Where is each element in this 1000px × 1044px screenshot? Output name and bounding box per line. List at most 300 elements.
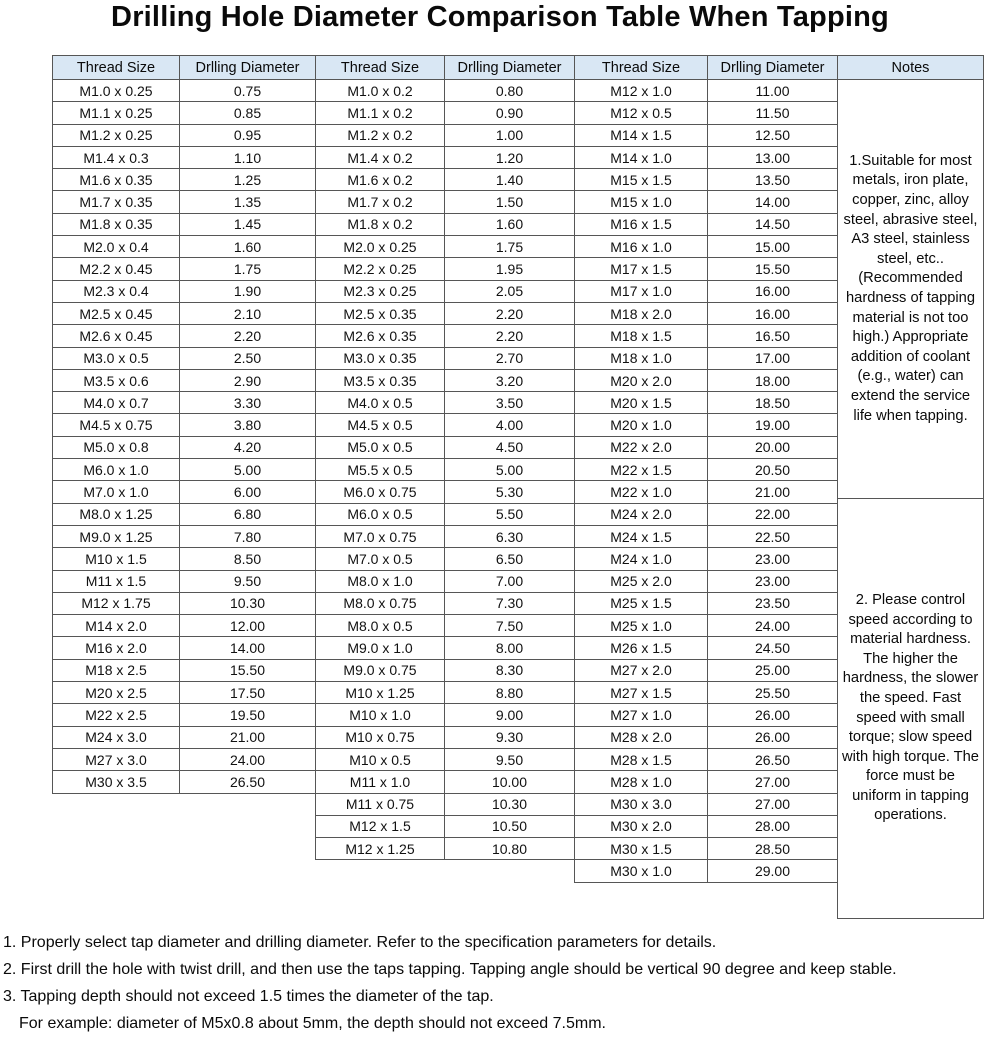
table-group-2: [315, 55, 575, 860]
table-cell: M18 x 1.0: [575, 347, 708, 369]
table-cell: M2.3 x 0.25: [316, 280, 445, 302]
table-row: [316, 570, 575, 592]
table-cell: M1.1 x 0.2: [316, 102, 445, 124]
table-cell: M12 x 1.0: [575, 80, 708, 102]
table-cell: M15 x 1.0: [575, 191, 708, 213]
table-row: [53, 771, 316, 793]
table-cell: M24 x 1.5: [575, 525, 708, 547]
table-row: [316, 748, 575, 770]
table-cell: 14.00: [180, 637, 316, 659]
table-cell: M1.7 x 0.2: [316, 191, 445, 213]
footnotes: [3, 933, 998, 1041]
table-row: [53, 347, 316, 369]
table-cell: M9.0 x 1.25: [53, 525, 180, 547]
table-row: [53, 258, 316, 280]
table-row: [316, 771, 575, 793]
table-cell: M1.6 x 0.35: [53, 169, 180, 191]
table-cell: 19.50: [180, 704, 316, 726]
table-row: [53, 302, 316, 324]
table-cell: M1.0 x 0.25: [53, 80, 180, 102]
note-2: 2. Please control speed according to material hardness. The higher the hardness, the slower the speed. Fast speed with small torque; slow speed with high torque. The force must be uniform in tapping operations.: [842, 591, 979, 824]
table-row: [316, 481, 575, 503]
table-cell: 4.00: [445, 414, 575, 436]
table-cell: 11.00: [708, 80, 838, 102]
table-cell: M22 x 1.0: [575, 481, 708, 503]
table-row: [316, 637, 575, 659]
table-row: [53, 280, 316, 302]
table-row: [575, 414, 838, 436]
table-cell: 27.00: [708, 771, 838, 793]
table-cell: 4.20: [180, 436, 316, 458]
table-row: [53, 726, 316, 748]
table-row: [316, 815, 575, 837]
table-cell: M3.5 x 0.6: [53, 369, 180, 391]
thread-size-header: Thread Size: [316, 56, 445, 80]
table-cell: 1.60: [180, 236, 316, 258]
table-cell: 12.50: [708, 124, 838, 146]
table-cell: M1.8 x 0.35: [53, 213, 180, 235]
table-cell: 10.00: [445, 771, 575, 793]
table-cell: 16.00: [708, 302, 838, 324]
page-title: Drilling Hole Diameter Comparison Table When Tapping: [111, 1, 889, 33]
table-row: [575, 748, 838, 770]
table-row: [316, 615, 575, 637]
table-cell: 9.50: [180, 570, 316, 592]
comparison-table: [52, 55, 984, 919]
table-cell: 18.00: [708, 369, 838, 391]
table-cell: M20 x 1.0: [575, 414, 708, 436]
table-cell: M8.0 x 1.25: [53, 503, 180, 525]
table-cell: 10.30: [180, 592, 316, 614]
table-row: [575, 347, 838, 369]
table-cell: M10 x 0.75: [316, 726, 445, 748]
table-row: [53, 392, 316, 414]
table-cell: 26.00: [708, 726, 838, 748]
table-cell: 5.50: [445, 503, 575, 525]
footnote-4: For example: diameter of M5x0.8 about 5mm, the depth should not exceed 7.5mm.: [19, 1015, 606, 1032]
table-cell: 3.30: [180, 392, 316, 414]
table-cell: 22.00: [708, 503, 838, 525]
table-cell: M30 x 1.0: [575, 860, 708, 882]
table-cell: M28 x 1.5: [575, 748, 708, 770]
table-row: [575, 392, 838, 414]
table-cell: 2.50: [180, 347, 316, 369]
table-row: [575, 169, 838, 191]
table-cell: M27 x 2.0: [575, 659, 708, 681]
table-row: [316, 325, 575, 347]
table-cell: 23.00: [708, 548, 838, 570]
drill-diameter-header: Drlling Diameter: [708, 56, 838, 80]
table-cell: M7.0 x 0.5: [316, 548, 445, 570]
table-row: [316, 414, 575, 436]
table-cell: 28.00: [708, 815, 838, 837]
table-row: [575, 659, 838, 681]
table-row: [575, 838, 838, 860]
table-row: [53, 748, 316, 770]
table-row: [575, 102, 838, 124]
table-cell: 0.75: [180, 80, 316, 102]
table-cell: M30 x 3.0: [575, 793, 708, 815]
table-cell: M2.0 x 0.4: [53, 236, 180, 258]
table-cell: 17.00: [708, 347, 838, 369]
table-cell: M20 x 2.0: [575, 369, 708, 391]
table-cell: M7.0 x 0.75: [316, 525, 445, 547]
table-cell: 1.60: [445, 213, 575, 235]
table-cell: 2.20: [445, 302, 575, 324]
table-cell: M2.5 x 0.45: [53, 302, 180, 324]
table-cell: M26 x 1.5: [575, 637, 708, 659]
table-cell: 3.80: [180, 414, 316, 436]
table-cell: M25 x 2.0: [575, 570, 708, 592]
table-cell: 2.05: [445, 280, 575, 302]
table-cell: M28 x 1.0: [575, 771, 708, 793]
table-row: [575, 459, 838, 481]
table-cell: 7.30: [445, 592, 575, 614]
table-cell: M24 x 3.0: [53, 726, 180, 748]
table-cell: M10 x 1.25: [316, 682, 445, 704]
table-row: [53, 615, 316, 637]
note-1: 1.Suitable for most metals, iron plate, copper, zinc, alloy steel, abrasive steel, A3 steel, stainless steel, etc..(Recommended hardness of tapping material is not too high.) Appropriate addition of coolant (e.g., water) can extend the service life when tapping.: [838, 80, 983, 499]
table-cell: 16.00: [708, 280, 838, 302]
table-cell: M20 x 1.5: [575, 392, 708, 414]
table-row: [316, 503, 575, 525]
table-row: [53, 236, 316, 258]
table-cell: M4.0 x 0.7: [53, 392, 180, 414]
table-cell: 21.00: [180, 726, 316, 748]
table-cell: M11 x 1.0: [316, 771, 445, 793]
table-cell: M30 x 3.5: [53, 771, 180, 793]
table-cell: M1.4 x 0.2: [316, 146, 445, 168]
table-row: [316, 258, 575, 280]
table-cell: M14 x 2.0: [53, 615, 180, 637]
table-cell: M22 x 2.5: [53, 704, 180, 726]
table-row: [316, 459, 575, 481]
table-cell: M11 x 0.75: [316, 793, 445, 815]
table-row: [53, 80, 316, 102]
table-row: [575, 592, 838, 614]
table-cell: M25 x 1.5: [575, 592, 708, 614]
thread-size-header: Thread Size: [53, 56, 180, 80]
table-cell: M1.2 x 0.2: [316, 124, 445, 146]
table-cell: M27 x 3.0: [53, 748, 180, 770]
table-cell: 2.70: [445, 347, 575, 369]
table-cell: 25.00: [708, 659, 838, 681]
table-cell: 16.50: [708, 325, 838, 347]
table-cell: M5.0 x 0.5: [316, 436, 445, 458]
table-cell: 14.00: [708, 191, 838, 213]
table-cell: M6.0 x 0.5: [316, 503, 445, 525]
table-row: [316, 659, 575, 681]
table-row: [316, 436, 575, 458]
table-row: [316, 525, 575, 547]
table-cell: M20 x 2.5: [53, 682, 180, 704]
table-row: [53, 570, 316, 592]
table-cell: 20.00: [708, 436, 838, 458]
notes-body: [837, 80, 984, 919]
table-row: [53, 481, 316, 503]
table-cell: 10.30: [445, 793, 575, 815]
table-cell: 6.30: [445, 525, 575, 547]
table-cell: M1.2 x 0.25: [53, 124, 180, 146]
table-cell: 21.00: [708, 481, 838, 503]
table-cell: 26.50: [180, 771, 316, 793]
table-cell: 8.80: [445, 682, 575, 704]
table-cell: M16 x 2.0: [53, 637, 180, 659]
table-cell: M7.0 x 1.0: [53, 481, 180, 503]
table-cell: 7.80: [180, 525, 316, 547]
table-cell: M1.6 x 0.2: [316, 169, 445, 191]
table-cell: M30 x 1.5: [575, 838, 708, 860]
table-cell: M4.5 x 0.75: [53, 414, 180, 436]
table-row: [316, 102, 575, 124]
table-row: [53, 659, 316, 681]
table-row: [316, 793, 575, 815]
table-row: [316, 392, 575, 414]
table-row: [53, 525, 316, 547]
table-cell: 26.00: [708, 704, 838, 726]
table-row: [53, 436, 316, 458]
table-cell: 29.00: [708, 860, 838, 882]
table-body-3: [575, 80, 838, 883]
table-row: [53, 146, 316, 168]
table-cell: M3.0 x 0.5: [53, 347, 180, 369]
table-cell: 15.50: [180, 659, 316, 681]
table-cell: 19.00: [708, 414, 838, 436]
table-cell: 12.00: [180, 615, 316, 637]
table-cell: M11 x 1.5: [53, 570, 180, 592]
table-cell: M9.0 x 1.0: [316, 637, 445, 659]
table-row: [575, 570, 838, 592]
table-cell: 1.90: [180, 280, 316, 302]
table-row: [575, 213, 838, 235]
table-cell: 0.90: [445, 102, 575, 124]
header-row: [575, 56, 838, 80]
table-cell: M12 x 1.5: [316, 815, 445, 837]
table-cell: 7.00: [445, 570, 575, 592]
table-cell: 24.50: [708, 637, 838, 659]
table-group-3: [574, 55, 838, 883]
table-cell: M2.6 x 0.35: [316, 325, 445, 347]
table-cell: M2.2 x 0.25: [316, 258, 445, 280]
table-cell: 10.80: [445, 838, 575, 860]
table-row: [316, 191, 575, 213]
table-cell: 1.10: [180, 146, 316, 168]
table-cell: 5.00: [180, 459, 316, 481]
table-cell: M16 x 1.5: [575, 213, 708, 235]
table-row: [316, 80, 575, 102]
table-cell: 23.50: [708, 592, 838, 614]
table-row: [575, 124, 838, 146]
table-cell: M1.1 x 0.25: [53, 102, 180, 124]
drill-diameter-header: Drlling Diameter: [180, 56, 316, 80]
table-cell: 5.00: [445, 459, 575, 481]
table-row: [316, 682, 575, 704]
table-cell: 1.45: [180, 213, 316, 235]
table-cell: M25 x 1.0: [575, 615, 708, 637]
table-cell: 9.00: [445, 704, 575, 726]
table-cell: M1.4 x 0.3: [53, 146, 180, 168]
footnote-1: 1. Properly select tap diameter and drilling diameter. Refer to the specification parameters for details.: [3, 934, 717, 951]
table-cell: 28.50: [708, 838, 838, 860]
table-cell: M9.0 x 0.75: [316, 659, 445, 681]
table-cell: 7.50: [445, 615, 575, 637]
table-cell: 15.00: [708, 236, 838, 258]
table-cell: M14 x 1.5: [575, 124, 708, 146]
table-cell: 1.35: [180, 191, 316, 213]
table-cell: 1.75: [180, 258, 316, 280]
table-cell: M24 x 1.0: [575, 548, 708, 570]
table-cell: M5.5 x 0.5: [316, 459, 445, 481]
table-cell: M6.0 x 1.0: [53, 459, 180, 481]
table-cell: 2.90: [180, 369, 316, 391]
table-row: [316, 213, 575, 235]
table-row: [53, 102, 316, 124]
table-row: [316, 302, 575, 324]
table-cell: 17.50: [180, 682, 316, 704]
table-row: [575, 615, 838, 637]
table-cell: 1.00: [445, 124, 575, 146]
table-row: [316, 146, 575, 168]
table-row: [53, 459, 316, 481]
table-cell: M22 x 1.5: [575, 459, 708, 481]
table-cell: M27 x 1.0: [575, 704, 708, 726]
table-row: [575, 726, 838, 748]
notes-header: Notes: [837, 55, 984, 80]
table-cell: 1.50: [445, 191, 575, 213]
table-cell: 27.00: [708, 793, 838, 815]
table-cell: M5.0 x 0.8: [53, 436, 180, 458]
table-row: [53, 325, 316, 347]
table-row: [575, 280, 838, 302]
table-row: [53, 124, 316, 146]
table-cell: 10.50: [445, 815, 575, 837]
table-row: [53, 414, 316, 436]
table-cell: M10 x 0.5: [316, 748, 445, 770]
table-cell: 13.50: [708, 169, 838, 191]
table-cell: 6.00: [180, 481, 316, 503]
table-row: [316, 704, 575, 726]
table-cell: 11.50: [708, 102, 838, 124]
table-row: [316, 369, 575, 391]
table-row: [575, 815, 838, 837]
table-cell: 8.00: [445, 637, 575, 659]
table-row: [575, 191, 838, 213]
table-cell: M1.8 x 0.2: [316, 213, 445, 235]
table-cell: M4.5 x 0.5: [316, 414, 445, 436]
table-row: [575, 481, 838, 503]
table-cell: M10 x 1.0: [316, 704, 445, 726]
table-row: [575, 682, 838, 704]
table-cell: M17 x 1.5: [575, 258, 708, 280]
table-cell: 0.80: [445, 80, 575, 102]
table-row: [575, 302, 838, 324]
table-cell: M18 x 2.5: [53, 659, 180, 681]
thread-size-header: Thread Size: [575, 56, 708, 80]
table-row: [53, 592, 316, 614]
table-cell: M3.5 x 0.35: [316, 369, 445, 391]
table-cell: 20.50: [708, 459, 838, 481]
table-cell: 23.00: [708, 570, 838, 592]
footnote-3: 3. Tapping depth should not exceed 1.5 times the diameter of the tap.: [3, 988, 494, 1005]
table-cell: 9.50: [445, 748, 575, 770]
table-cell: 3.20: [445, 369, 575, 391]
table-group-1: [52, 55, 316, 794]
table-cell: M10 x 1.5: [53, 548, 180, 570]
table-row: [316, 838, 575, 860]
table-row: [575, 704, 838, 726]
table-cell: 4.50: [445, 436, 575, 458]
table-cell: 3.50: [445, 392, 575, 414]
table-row: [575, 146, 838, 168]
table-cell: M8.0 x 1.0: [316, 570, 445, 592]
table-cell: M8.0 x 0.5: [316, 615, 445, 637]
table-row: [575, 80, 838, 102]
table-cell: M2.0 x 0.25: [316, 236, 445, 258]
table-cell: 2.20: [445, 325, 575, 347]
table-cell: 0.95: [180, 124, 316, 146]
table-cell: 18.50: [708, 392, 838, 414]
table-cell: 2.10: [180, 302, 316, 324]
table-row: [53, 191, 316, 213]
table-cell: M22 x 2.0: [575, 436, 708, 458]
table-cell: 5.30: [445, 481, 575, 503]
table-cell: 6.50: [445, 548, 575, 570]
table-body-2: [316, 80, 575, 860]
table-row: [316, 280, 575, 302]
table-row: [575, 637, 838, 659]
table-body-1: [53, 80, 316, 794]
table-cell: M2.5 x 0.35: [316, 302, 445, 324]
table-row: [53, 369, 316, 391]
table-cell: 15.50: [708, 258, 838, 280]
table-cell: 24.00: [180, 748, 316, 770]
table-row: [575, 236, 838, 258]
table-cell: M6.0 x 0.75: [316, 481, 445, 503]
table-cell: 13.00: [708, 146, 838, 168]
footnote-2: 2. First drill the hole with twist drill, and then use the taps tapping. Tapping angle should be vertical 90 degree and keep stable.: [3, 961, 897, 978]
table-cell: M8.0 x 0.75: [316, 592, 445, 614]
table-row: [53, 637, 316, 659]
table-cell: M14 x 1.0: [575, 146, 708, 168]
table-row: [316, 124, 575, 146]
table-cell: 6.80: [180, 503, 316, 525]
table-row: [53, 548, 316, 570]
table-cell: M16 x 1.0: [575, 236, 708, 258]
table-cell: M24 x 2.0: [575, 503, 708, 525]
table-cell: 1.20: [445, 146, 575, 168]
table-cell: M12 x 0.5: [575, 102, 708, 124]
table-row: [53, 704, 316, 726]
table-cell: 1.75: [445, 236, 575, 258]
header-row: [53, 56, 316, 80]
table-cell: M30 x 2.0: [575, 815, 708, 837]
table-row: [316, 592, 575, 614]
table-row: [575, 325, 838, 347]
table-cell: M2.2 x 0.45: [53, 258, 180, 280]
table-row: [575, 525, 838, 547]
table-cell: 26.50: [708, 748, 838, 770]
drill-diameter-header: Drlling Diameter: [445, 56, 575, 80]
table-cell: M12 x 1.25: [316, 838, 445, 860]
table-cell: 1.40: [445, 169, 575, 191]
table-cell: 2.20: [180, 325, 316, 347]
table-cell: 8.30: [445, 659, 575, 681]
table-row: [53, 682, 316, 704]
table-row: [575, 771, 838, 793]
table-cell: M27 x 1.5: [575, 682, 708, 704]
table-cell: 0.85: [180, 102, 316, 124]
table-row: [575, 548, 838, 570]
